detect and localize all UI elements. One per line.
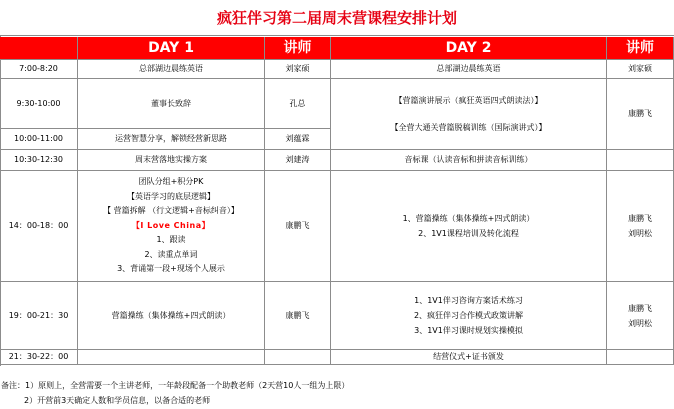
r2-day2-line1: 【营篇演讲展示（疯狂英语四式朗读法）】	[394, 95, 543, 105]
r7-day2	[331, 350, 607, 365]
r5-time	[0, 171, 78, 282]
r6-teacher1	[265, 282, 331, 350]
header-day1	[78, 37, 265, 60]
r3-day1	[78, 129, 265, 150]
header-teacher2-label: 讲师	[626, 40, 654, 56]
r2-teacher2	[607, 79, 674, 150]
r1-day1	[78, 60, 265, 79]
r5-day1-line7: 3、背诵第一段+现场个人展示	[117, 264, 225, 274]
r5-teacher2-line1: 康鹏飞	[628, 214, 652, 223]
r5-day1-line3: 【 营篇拆解 （行文逻辑+音标纠音）】	[103, 206, 239, 216]
r5-teacher2	[607, 171, 674, 282]
r5-time-text: 14：00-18：00	[8, 221, 69, 230]
r3-time	[0, 129, 78, 150]
r4-day1	[78, 150, 265, 171]
r1-teacher2	[607, 60, 674, 79]
header-teacher1	[265, 37, 331, 60]
r6-day2	[331, 282, 607, 350]
r7-teacher2	[607, 350, 674, 365]
r4-teacher1	[265, 150, 331, 171]
r5-day2	[331, 171, 607, 282]
r6-day2-line1: 1、1V1伴习咨询方案话术练习	[414, 296, 523, 305]
header-day2-label: DAY 2	[445, 40, 492, 56]
r2-teacher2-text: 康鹏飞	[628, 109, 652, 118]
r6-teacher1-text: 康鹏飞	[285, 310, 310, 320]
r4-time-text: 10:30-12:30	[14, 155, 63, 164]
r2-teacher1-text: 孔总	[289, 98, 306, 108]
note-line1: 备注：1）原则上，全营需要一个主讲老师，一年龄段配备一个助教老师（2天营10人一组为上限）	[1, 381, 350, 390]
r7-time-text: 21：30-22：00	[8, 352, 69, 361]
r5-teacher2-line2: 刘明松	[628, 229, 652, 238]
r5-day1-line2: 【英语学习的底层逻辑】	[127, 191, 215, 201]
page-title	[0, 0, 674, 36]
r5-day1-line5: 1、跟读	[156, 235, 186, 245]
r1-day2-text: 总部湖边晨练英语	[436, 64, 501, 73]
r3-time-text: 10:00-11:00	[14, 134, 63, 143]
r5-day1	[78, 171, 265, 282]
note-line2: 2）开营前3天确定人数和学员信息，以备合适的老师	[24, 396, 211, 405]
r6-day2-line2: 2、疯狂伴习合作模式政策讲解	[413, 311, 524, 320]
r2-day2-line2: 【全营大通关营篇脱稿训练（国际演讲式）】	[390, 122, 547, 132]
r2-day1	[78, 79, 265, 129]
header-teacher2	[607, 37, 674, 60]
r5-day1-line6: 2、读重点单词	[144, 249, 198, 259]
r4-teacher1-text: 刘建涛	[285, 155, 310, 164]
header-day2	[331, 37, 607, 60]
header-time	[0, 37, 78, 60]
r6-teacher2-line1: 康鹏飞	[628, 303, 652, 313]
r6-day1	[78, 282, 265, 350]
r6-day2-line3: 3、1V1伴习课时规划实操模拟	[414, 326, 523, 335]
header-day1-label: DAY 1	[148, 40, 194, 56]
r5-teacher1-text: 康鹏飞	[285, 221, 310, 230]
r1-time-text: 7:00-8:20	[19, 64, 58, 73]
r1-day1-text: 总部湖边晨练英语	[139, 64, 203, 73]
r1-time	[0, 60, 78, 79]
r6-teacher2-line2: 刘明松	[628, 318, 652, 328]
r2-day2	[331, 79, 607, 150]
r1-teacher1-text: 刘家硕	[285, 64, 310, 73]
r5-day1-line1: 团队分组+积分PK	[138, 177, 204, 187]
r4-time	[0, 150, 78, 171]
r5-teacher1	[265, 171, 331, 282]
r5-day2-line1: 1、营篇操练（集体操练+四式朗读）	[402, 214, 535, 223]
r2-day1-text: 董事长致辞	[151, 98, 191, 108]
r2-teacher1	[265, 79, 331, 129]
notes	[0, 378, 674, 409]
r3-day1-text: 运营智慧分享，解锁经营新思路	[115, 134, 227, 143]
r6-time-text: 19：00-21：30	[8, 310, 69, 320]
r5-day2-line2: 2、1V1课程培训及转化流程	[418, 229, 519, 238]
r7-time	[0, 350, 78, 365]
r1-teacher2-text: 刘家硕	[628, 64, 652, 73]
page-title-text: 疯狂伴习第二届周末营课程安排计划	[216, 8, 457, 27]
r7-teacher1	[265, 350, 331, 365]
r1-teacher1	[265, 60, 331, 79]
r7-day1	[78, 350, 265, 365]
r4-day1-text: 周末营落地实操方案	[135, 155, 207, 164]
r3-teacher1	[265, 129, 331, 150]
r7-day2-text: 结营仪式+证书颁发	[433, 352, 504, 361]
r3-teacher1-text: 刘蕴霖	[285, 134, 310, 143]
r6-day1-text: 营篇操练（集体操练+四式朗读）	[111, 310, 231, 320]
r1-day2	[331, 60, 607, 79]
r2-time-text: 9:30-10:00	[16, 98, 61, 108]
r5-day1-line4: 【I Love China】	[131, 220, 211, 230]
r4-day2	[331, 150, 607, 171]
header-teacher1-label: 讲师	[283, 40, 312, 56]
r4-teacher2	[607, 150, 674, 171]
r2-time	[0, 79, 78, 129]
r6-teacher2	[607, 282, 674, 350]
r4-day2-text: 音标课（认读音标和拼读音标训练）	[404, 155, 533, 164]
r6-time	[0, 282, 78, 350]
